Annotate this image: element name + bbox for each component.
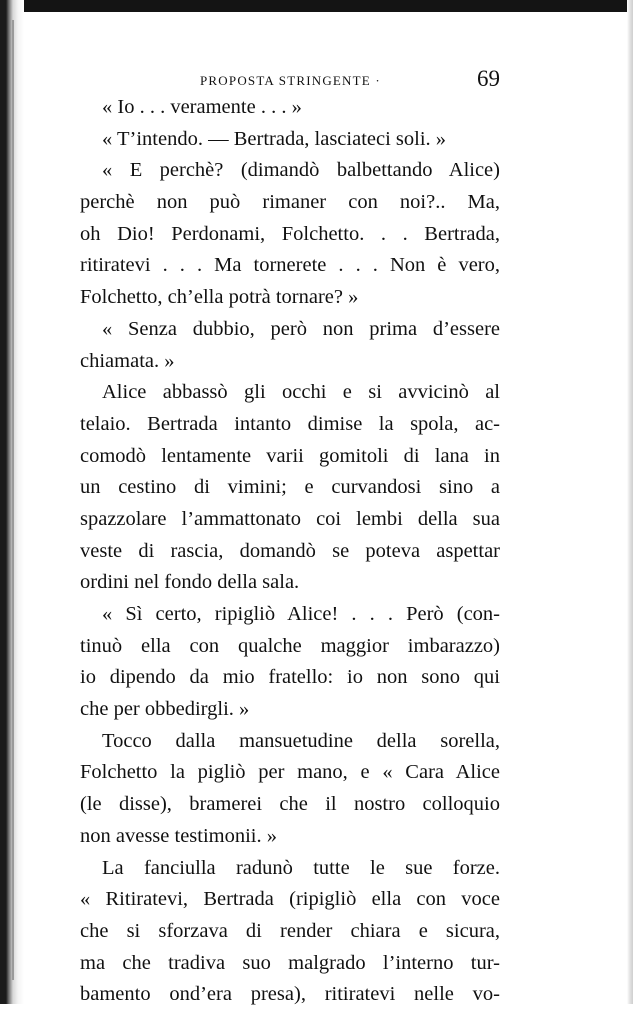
text-line: che per obbedirgli. » [80, 698, 250, 721]
body-text [80, 92, 500, 1011]
text-line: « Io . . . veramente . . . » [102, 96, 302, 118]
text-line: comodò lentamente varii gomitoli di lana in [80, 444, 500, 467]
text-line: chiamata. » [80, 349, 175, 372]
text-line: Folchetto, ch’ella potrà tornare? » [80, 286, 359, 309]
text-line: Tocco dalla mansuetudine della sorella, [102, 729, 500, 752]
text-line: oh Dio! Perdonami, Folchetto. . . Bertrada, [80, 222, 500, 245]
text-line: spazzolare l’ammattonato coi lembi della sua [80, 507, 500, 530]
text-line: Alice abbassò gli occhi e si avvicinò al [102, 381, 500, 404]
scan-top-border [0, 0, 633, 12]
text-line: non avesse testimonii. » [80, 824, 278, 847]
page-number: 69 [477, 66, 500, 91]
text-line: « T’intendo. — Bertrada, lasciateci soli. » [102, 127, 447, 150]
text-line: io dipendo da mio fratello: io non sono qui [80, 666, 500, 689]
running-head: PROPOSTA STRINGENTE · [200, 73, 381, 88]
text-line: « Ritiratevi, Bertrada (ripigliò ella con voce [80, 888, 500, 911]
page-right-edge [627, 0, 633, 1004]
text-line: ritiratevi . . . Ma tornerete . . . Non è vero, [80, 254, 500, 277]
text-line: « Sì certo, ripigliò Alice! . . . Però (con- [102, 603, 500, 625]
text-line: « E perchè? (dimandò balbettando Alice) [102, 159, 500, 182]
text-line: tinuò ella con qualche maggior imbarazzo) [80, 634, 500, 657]
book-spine-edge [0, 0, 24, 1004]
text-line: bamento ond’era presa), ritiratevi nelle vo- [80, 983, 500, 1006]
text-line: ma che tradiva suo malgrado l’interno tur- [80, 951, 500, 974]
text-line: ordini nel fondo della sala. [80, 571, 300, 594]
text-line: La fanciulla radunò tutte le sue forze. [102, 856, 500, 879]
text-line: « Senza dubbio, però non prima d’essere [102, 317, 500, 340]
text-line: telaio. Bertrada intanto dimise la spola, ac- [80, 412, 500, 435]
text-line: Folchetto la pigliò per mano, e « Cara Alice [80, 761, 500, 784]
text-line: (le disse), bramerei che il nostro colloquio [80, 793, 500, 816]
text-line: un cestino di vimini; e curvandosi sino a [80, 476, 500, 499]
text-line: veste di rascia, domandò se poteva aspettar [80, 539, 500, 562]
text-line: che si sforzava di render chiara e sicura, [80, 919, 500, 942]
text-line: perchè non può rimaner con noi?.. Ma, [80, 191, 500, 214]
